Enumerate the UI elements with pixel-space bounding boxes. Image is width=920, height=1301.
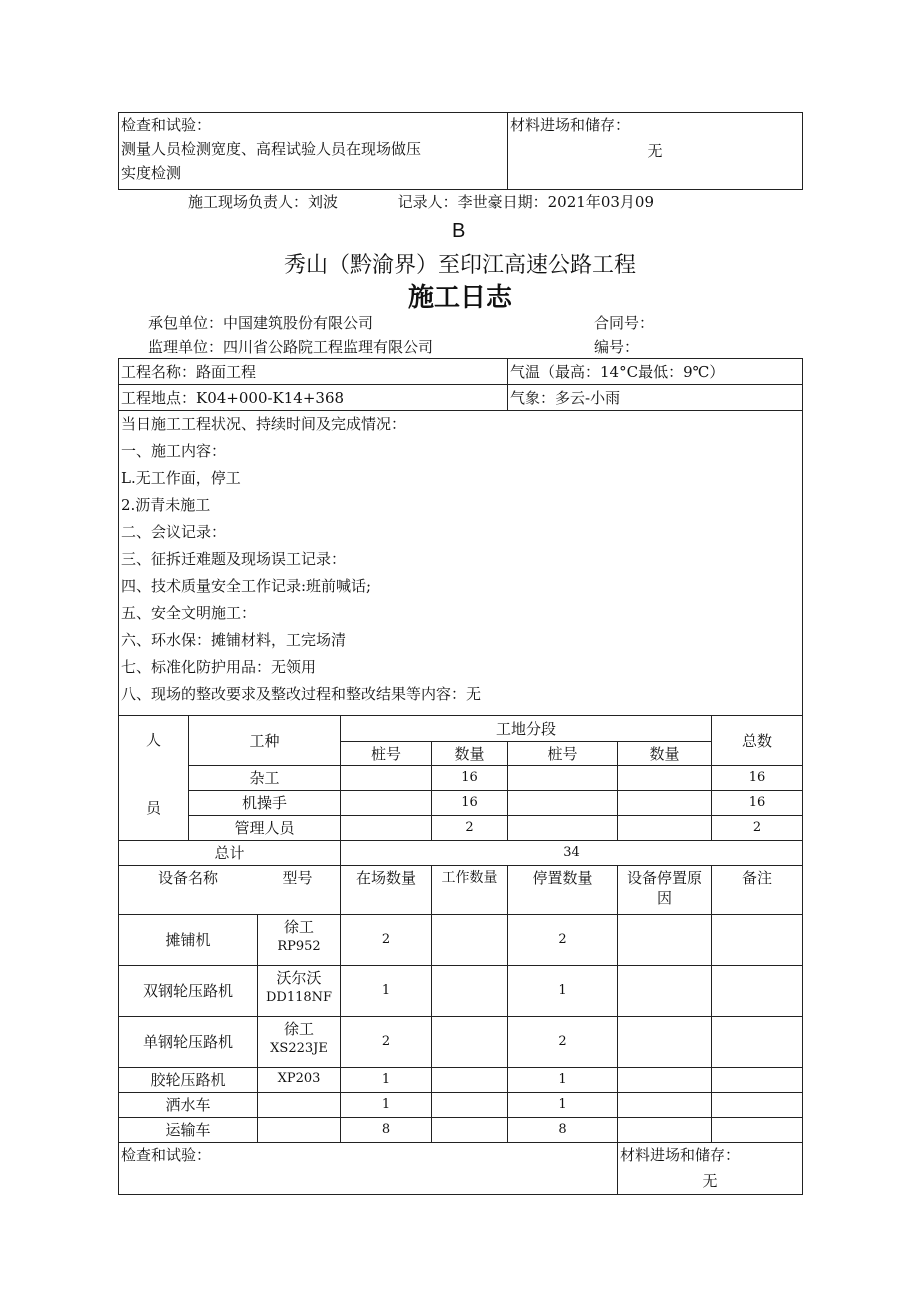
recorder-label: 记录人： [397,193,458,211]
equip-model-cell [257,1017,340,1067]
top-material-cell [508,113,803,190]
equip-name-model-cell [119,1068,341,1093]
reason-header-2: 因 [657,889,673,907]
location-cell: 工程地点：K04+000-K14+368 [119,385,508,411]
signature-line [188,191,654,212]
equip-stopped: 2 [508,1017,618,1068]
bottom-material-value: 无 [702,1172,718,1190]
pile-header: 桩号 [341,742,432,766]
stopped-header: 停置数量 [508,866,618,915]
report-line: 三、征拆迁难题及现场误工记录： [121,550,347,568]
contract-no-label: 合同号： [594,314,655,332]
serial-no-label: 编号： [594,338,640,356]
equip-onsite: 2 [341,1017,432,1068]
bottom-inspection-label: 检查和试验： [121,1146,212,1164]
contractor-value: 中国建筑股份有限公司 [223,314,374,332]
equip-onsite: 2 [341,915,432,966]
personnel-side-cell [119,716,189,841]
worker-qty: 16 [432,766,508,791]
equipment-row [119,966,803,1017]
doc-title: 施工日志 [407,283,512,313]
equip-name: 洒水车 [165,1096,211,1114]
equipment-row [119,1068,803,1093]
work-type: 机操手 [189,791,341,816]
work-type: 杂工 [189,766,341,791]
personnel-row [119,791,803,816]
log-table [118,358,803,1195]
equip-brand: 徐工 [283,918,314,936]
equip-name: 双钢轮压路机 [142,982,233,1000]
equip-onsite: 1 [341,1093,432,1118]
equip-model: XS223JE [270,1041,328,1056]
worker-qty: 16 [432,791,508,816]
report-line: 二、会议记录： [121,523,227,541]
top-inspection-label: 检查和试验： [121,116,212,134]
site-lead-name: 刘波 [308,193,339,211]
equip-stopped: 1 [508,1068,618,1093]
project-name-cell: 工程名称：路面工程 [119,359,508,385]
worker-total: 2 [712,816,803,841]
equipment-row [119,1093,803,1118]
equip-name-model-cell [119,915,341,966]
equip-stopped: 1 [508,966,618,1017]
top-inspection-text-1: 测量人员检测宽度、高程试验人员在现场做压 [121,140,422,158]
report-line: 2.沥青未施工 [121,496,211,514]
reason-header [618,866,712,915]
contractor-label: 承包单位： [148,314,224,332]
equipment-row [119,1017,803,1068]
daily-report-cell [119,411,803,716]
site-lead-label: 施工现场负责人： [188,193,309,211]
personnel-side-bottom: 员 [145,799,161,817]
qty-header: 数量 [618,742,712,766]
equip-name-header-label: 设备名称 [158,869,219,887]
grand-total-label: 总计 [119,841,341,866]
report-line: 一、施工内容： [121,442,227,460]
equip-name-model-cell [119,1118,341,1143]
equip-stopped: 8 [508,1118,618,1143]
top-inspection-table [118,112,803,190]
top-inspection-cell [119,113,508,190]
project-title: 秀山（黔渝界）至印江高速公路工程 [283,253,636,278]
report-line: L.无工作面，停工 [121,469,241,487]
recorder-name: 李世豪 [457,193,503,211]
personnel-row [119,766,803,791]
grand-total-value: 34 [341,841,803,866]
report-line: 五、安全文明施工： [121,604,257,622]
report-line: 六、环水保：摊铺材料，工完场清 [121,631,347,649]
contractor-line [148,312,373,333]
equip-name: 单钢轮压路机 [142,1033,233,1051]
qty-header: 数量 [432,742,508,766]
equip-model: XP203 [257,1068,340,1092]
equip-stopped: 1 [508,1093,618,1118]
equip-model-cell [257,915,340,965]
supervisor-value: 四川省公路院工程监理有限公司 [223,338,434,356]
report-line: 七、标准化防护用品：无领用 [121,658,317,676]
equip-name-model-cell [119,966,341,1017]
equip-brand: 沃尔沃 [276,969,322,987]
equip-name: 胶轮压路机 [150,1071,226,1089]
equip-onsite: 8 [341,1118,432,1143]
page-marker: B [452,220,466,242]
equip-model: RP952 [277,939,321,954]
onsite-header: 在场数量 [341,866,432,915]
equip-model-header-label: 型号 [282,869,313,887]
work-type-header: 工种 [189,716,341,766]
equip-model [257,1118,340,1142]
temperature-cell: 气温（最高：14°C最低：9℃） [508,359,803,385]
date-label: 日期： [502,193,548,211]
working-header: 工作数量 [432,866,508,915]
personnel-side-top: 人 [145,731,161,749]
date-value: 2021年03月09 [547,193,654,211]
equipment-row [119,1118,803,1143]
bottom-inspection-cell [119,1143,618,1195]
top-inspection-text-2: 实度检测 [121,164,182,182]
equip-model [257,1093,340,1117]
equip-model: DD118NF [265,990,333,1005]
top-material-value: 无 [647,142,663,160]
equip-name-model-cell [119,1017,341,1068]
equip-onsite: 1 [341,1068,432,1093]
worker-total: 16 [712,791,803,816]
total-header: 总数 [712,716,803,766]
equip-model-cell [257,966,340,1016]
weather-cell: 气象：多云-小雨 [508,385,803,411]
personnel-row [119,816,803,841]
equip-name-model-cell [119,1093,341,1118]
work-type: 管理人员 [189,816,341,841]
bottom-material-cell [618,1143,803,1195]
equip-brand: 徐工 [283,1020,314,1038]
supervisor-label: 监理单位： [148,338,224,356]
reason-header-1: 设备停置原 [627,869,703,887]
daily-report-heading: 当日施工工程状况、持续时间及完成情况： [121,415,407,433]
equip-stopped: 2 [508,915,618,966]
report-line: 八、现场的整改要求及整改过程和整改结果等内容：无 [121,685,482,703]
equip-onsite: 1 [341,966,432,1017]
top-material-label: 材料进场和储存： [510,116,631,134]
report-line: 四、技术质量安全工作记录:班前喊话; [121,577,372,595]
worker-total: 16 [712,766,803,791]
remark-header: 备注 [712,866,803,915]
site-section-header: 工地分段 [341,716,712,742]
supervisor-line [148,336,433,357]
equip-name: 摊铺机 [165,931,211,949]
pile-header: 桩号 [508,742,618,766]
equip-name-header [119,866,341,915]
equipment-row [119,915,803,966]
worker-qty: 2 [432,816,508,841]
bottom-material-label: 材料进场和储存： [620,1146,741,1164]
equip-name: 运输车 [165,1121,211,1139]
